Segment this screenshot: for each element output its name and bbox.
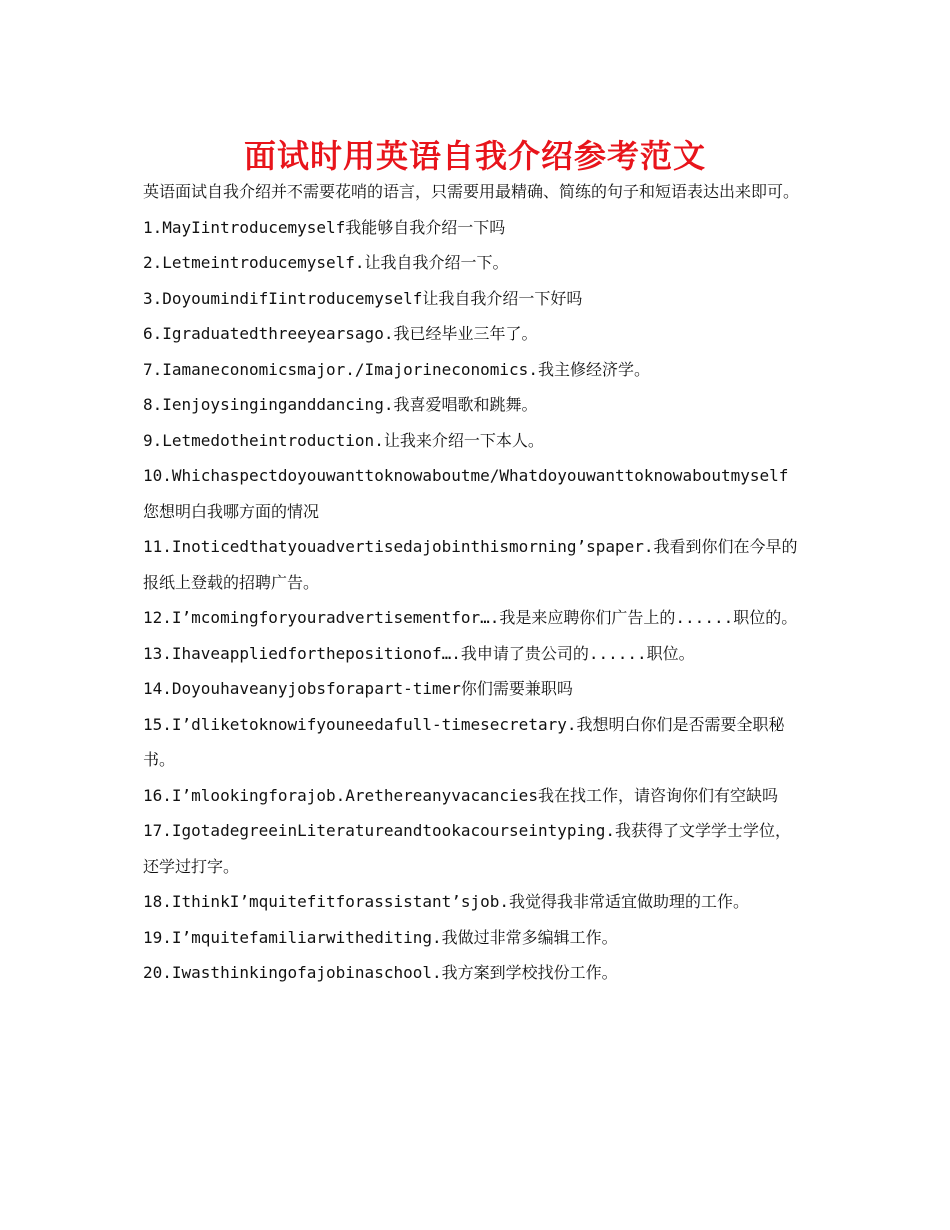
- list-item: 11.Inoticedthatyouadvertisedajobinthismorning’spaper.我看到你们在今早的报纸上登载的招聘广告。: [143, 537, 798, 592]
- list-item: 10.Whichaspectdoyouwanttoknowaboutme/Whatdoyouwanttoknowaboutmyself您想明白我哪方面的情况: [143, 466, 789, 521]
- list-item: 14.Doyouhaveanyjobsforapart-timer你们需要兼职吗: [143, 679, 573, 698]
- intro-paragraph: 英语面试自我介绍并不需要花哨的语言，只需要用最精确、简练的句子和短语表达出来即可。: [143, 182, 800, 201]
- list-item: 13.Ihaveappliedforthepositionof….我申请了贵公司的......职位。: [143, 643, 695, 663]
- list-item: 16.I’mlookingforajob.Arethereanyvacancies我在找工作，请咨询你们有空缺吗: [143, 785, 778, 805]
- list-item: 6.Igraduatedthreeyearsago.我已经毕业三年了。: [143, 324, 538, 343]
- list-item: 7.Iamaneconomicsmajor./Imajorineconomics.我主修经济学。: [143, 359, 650, 379]
- list-item: 17.IgotadegreeinLiteratureandtookacourseintyping.我获得了文学学士学位，还学过打字。: [143, 821, 792, 876]
- list-item: 20.Iwasthinkingofajobinaschool.我方案到学校找份工作。: [143, 963, 618, 982]
- list-item: 18.IthinkI’mquitefitforassistant’sjob.我觉得我非常适宜做助理的工作。: [143, 892, 750, 911]
- list-item: 19.I’mquitefamiliarwithediting.我做过非常多编辑工作。: [143, 927, 618, 947]
- list-item: 1.MayIintroducemyself我能够自我介绍一下吗: [143, 217, 506, 237]
- document-title: 面试时用英语自我介绍参考范文: [243, 137, 706, 175]
- list-item: 12.I’mcomingforyouradvertisementfor….我是来应聘你们广告上的......职位的。: [143, 608, 798, 627]
- list-item: 8.Ienjoysinginganddancing.我喜爱唱歌和跳舞。: [143, 395, 538, 414]
- list-item: 3.DoyoumindifIintroducemyself让我自我介绍一下好吗: [143, 288, 583, 308]
- list-item: 2.Letmeintroducemyself.让我自我介绍一下。: [143, 253, 509, 272]
- list-item: 15.I’dliketoknowifyouneedafull-timesecretary.我想明白你们是否需要全职秘书。: [143, 714, 785, 769]
- document-body: [143, 174, 803, 991]
- list-item: 9.Letmedotheintroduction.让我来介绍一下本人。: [143, 430, 544, 450]
